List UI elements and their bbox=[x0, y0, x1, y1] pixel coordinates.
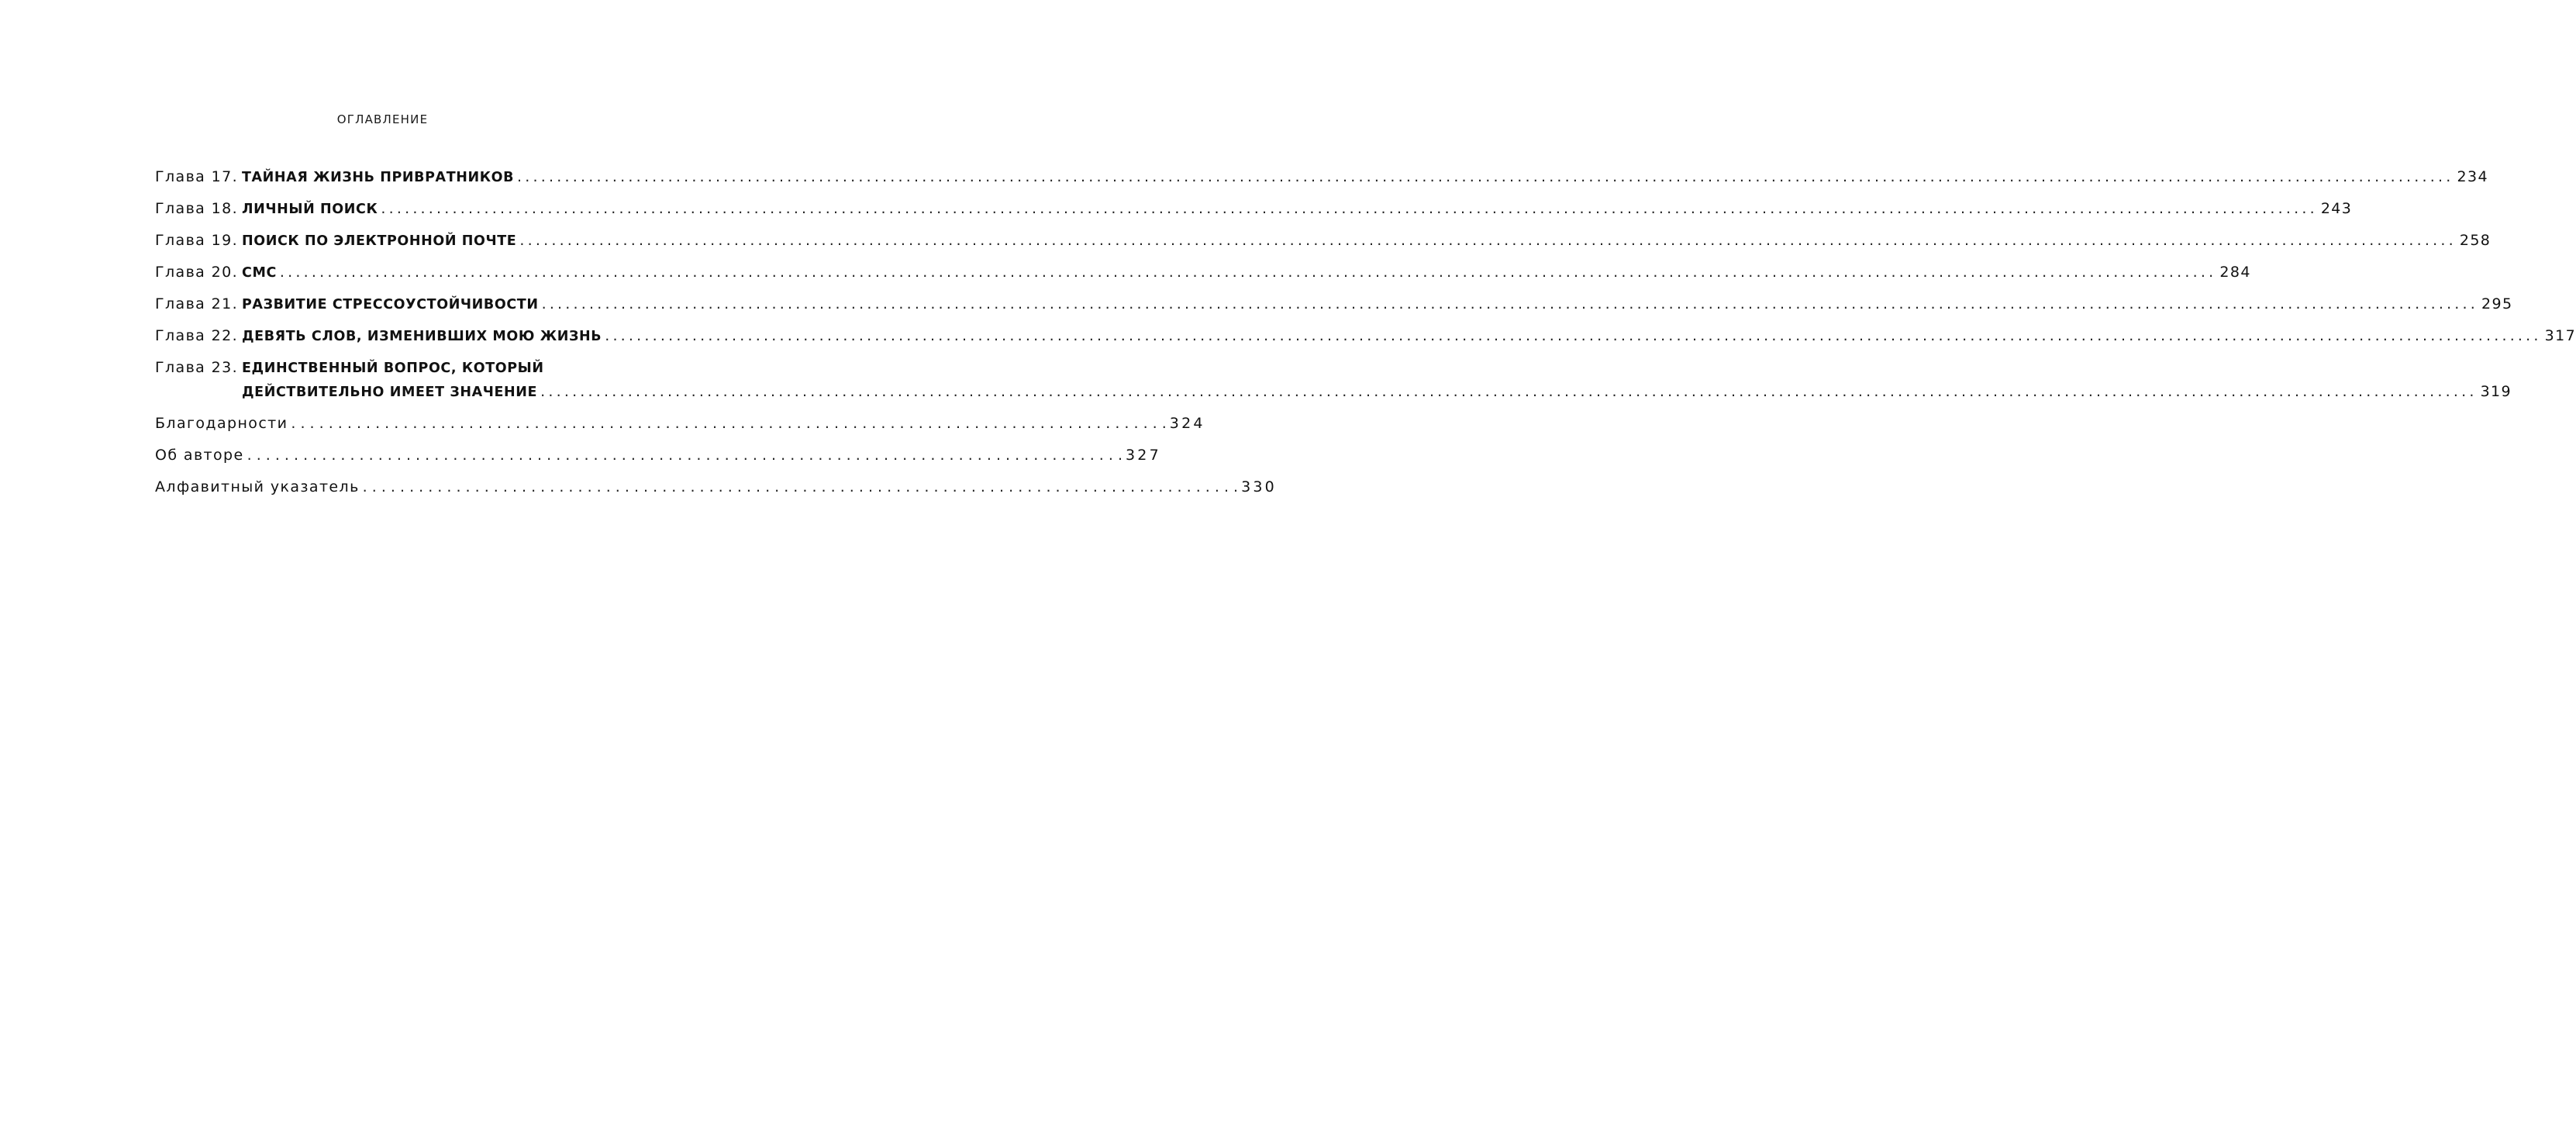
page-number: 258 bbox=[2459, 232, 2492, 249]
section-title: Благодарности bbox=[155, 415, 288, 432]
chapter-label: Глава 21. bbox=[155, 295, 239, 312]
chapter-label: Глава 19. bbox=[155, 232, 239, 249]
chapter-title: ПОИСК ПО ЭЛЕКТРОННОЙ ПОЧТЕ bbox=[242, 233, 517, 249]
chapter-label: Глава 17. bbox=[155, 168, 239, 185]
page-number: 319 bbox=[2480, 383, 2512, 400]
dot-leader bbox=[247, 442, 1122, 468]
chapter-title: ЕДИНСТВЕННЫЙ ВОПРОС, КОТОРЫЙ bbox=[242, 361, 544, 376]
dot-leader bbox=[542, 291, 2478, 317]
dot-leader bbox=[280, 259, 2216, 285]
chapter-label: Глава 20. bbox=[155, 264, 239, 281]
toc-heading: ОГЛАВЛЕНИЕ bbox=[336, 112, 429, 126]
toc-entry-chapter-20[interactable] bbox=[155, 259, 2251, 291]
page-number: 243 bbox=[2320, 200, 2353, 217]
dot-leader bbox=[605, 323, 2541, 349]
chapter-title: ДЕВЯТЬ СЛОВ, ИЗМЕНИВШИХ МОЮ ЖИЗНЬ bbox=[242, 329, 602, 344]
dot-leader bbox=[540, 380, 2477, 403]
page-number: 295 bbox=[2481, 295, 2513, 312]
table-of-contents bbox=[155, 164, 2576, 506]
chapter-title-continued: ДЕЙСТВИТЕЛЬНО ИМЕЕТ ЗНАЧЕНИЕ bbox=[242, 385, 538, 400]
chapter-title: СМС bbox=[242, 265, 277, 281]
dot-leader bbox=[381, 195, 2317, 222]
toc-entry-acknowledgements[interactable] bbox=[155, 410, 1205, 442]
toc-entry-chapter-21[interactable] bbox=[155, 291, 2513, 323]
page-number: 327 bbox=[1126, 447, 1161, 464]
dot-leader bbox=[517, 164, 2454, 190]
page-number: 330 bbox=[1241, 478, 1277, 495]
chapter-title-line-2 bbox=[242, 380, 2512, 403]
dot-leader bbox=[519, 227, 2456, 254]
toc-entry-about-author[interactable] bbox=[155, 442, 1161, 474]
chapter-title: РАЗВИТИЕ СТРЕССОУСТОЙЧИВОСТИ bbox=[242, 297, 539, 312]
page-number: 284 bbox=[2219, 264, 2251, 281]
dot-leader bbox=[291, 410, 1166, 437]
chapter-label: Глава 18. bbox=[155, 200, 239, 217]
dot-leader bbox=[363, 474, 1238, 500]
page-number: 234 bbox=[2457, 168, 2488, 185]
section-title: Алфавитный указатель bbox=[155, 478, 360, 495]
toc-entry-chapter-18[interactable] bbox=[155, 195, 2353, 227]
toc-entry-chapter-17[interactable] bbox=[155, 164, 2488, 195]
chapter-title: ЛИЧНЫЙ ПОИСК bbox=[242, 202, 378, 217]
section-title: Об авторе bbox=[155, 447, 244, 464]
page-number: 324 bbox=[1169, 415, 1205, 432]
chapter-label: Глава 22. bbox=[155, 327, 239, 344]
chapter-title-line-1 bbox=[242, 357, 2512, 380]
toc-entry-chapter-19[interactable] bbox=[155, 227, 2492, 259]
toc-entry-index[interactable] bbox=[155, 474, 1277, 506]
chapter-title-two-lines bbox=[242, 357, 2512, 403]
chapter-label: Глава 23. bbox=[155, 359, 239, 376]
toc-entry-chapter-22[interactable] bbox=[155, 323, 2576, 354]
chapter-title: ТАЙНАЯ ЖИЗНЬ ПРИВРАТНИКОВ bbox=[242, 170, 515, 185]
toc-entry-chapter-23[interactable] bbox=[155, 354, 2512, 410]
page-number: 317 bbox=[2544, 327, 2576, 344]
